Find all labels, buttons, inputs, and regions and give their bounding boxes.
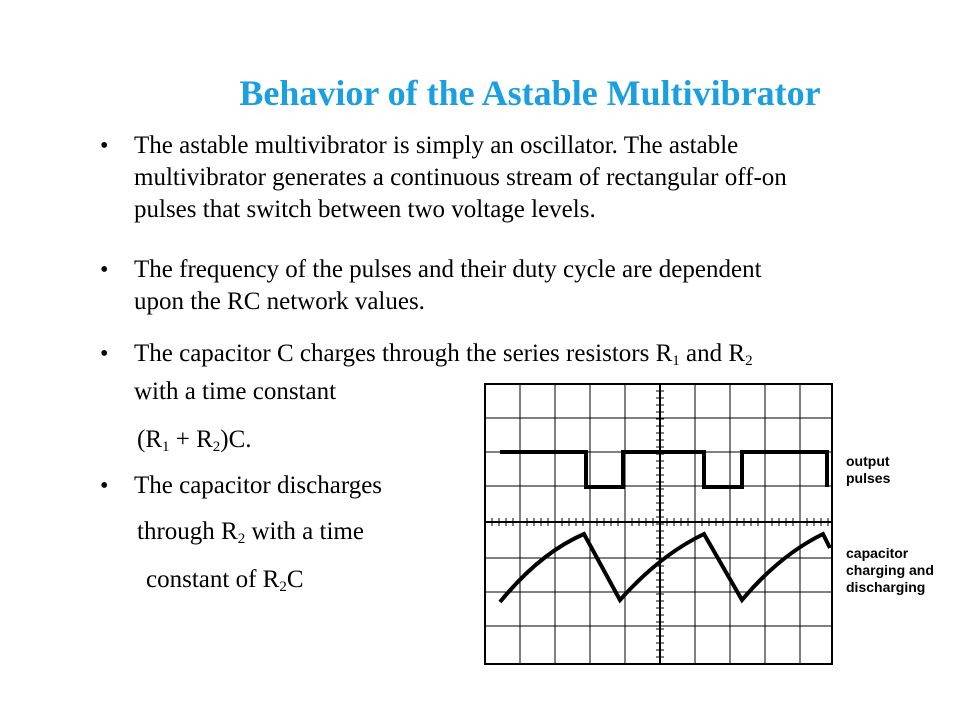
bullet-dot: •: [100, 257, 109, 283]
bullet-2-line-2: upon the RC network values.: [134, 288, 425, 315]
bullet-4-line-3: constant of $R_2C$: [146, 566, 304, 595]
output-pulses-label: output pulses: [846, 453, 891, 486]
capacitor-charging-label: capacitor charging and discharging: [846, 545, 934, 595]
bullet-dot: •: [100, 133, 109, 159]
bullet-4-line-1: The capacitor discharges: [134, 472, 383, 499]
time-constant-formula: $(R_1 + R_2)C$.: [137, 426, 252, 455]
bullet-4-line-2: through $R_2$ with a time: [137, 518, 364, 547]
bullet-1-line-1: The astable multivibrator is simply an oscillator. The astable: [134, 132, 739, 159]
bullet-dot: •: [100, 341, 109, 367]
bullet-3-line-1: The capacitor C charges through the series resistors $R_1$ and $R_2$: [134, 340, 753, 369]
bullet-1-line-3: pulses that switch between two voltage levels.: [134, 196, 596, 223]
oscilloscope-figure: [480, 378, 840, 668]
bullet-dot: •: [100, 473, 109, 499]
bullet-3-line-2: with a time constant: [134, 378, 337, 405]
bullet-1-line-2: multivibrator generates a continuous stream of rectangular off-on: [134, 164, 787, 191]
slide-title: Behavior of the Astable Multivibrator: [239, 73, 821, 113]
bullet-2-line-1: The frequency of the pulses and their duty cycle are dependent: [134, 256, 762, 283]
